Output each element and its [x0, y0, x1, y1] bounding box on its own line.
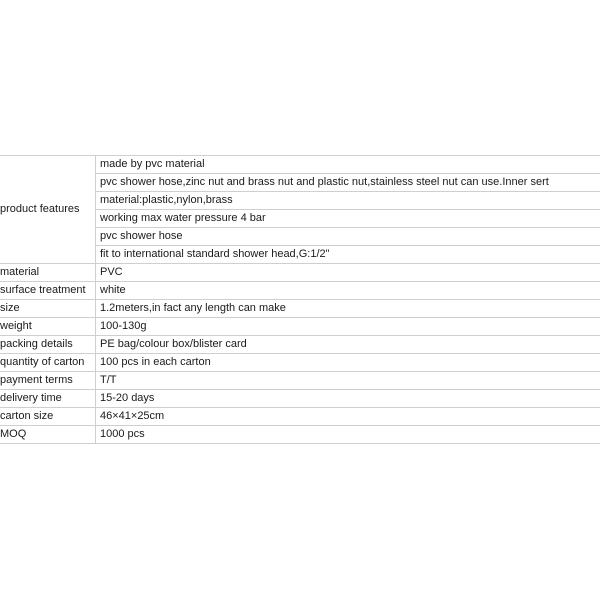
table-row [0, 408, 600, 426]
spec-value-feature: fit to international standard shower head,G:1/2" [96, 246, 600, 264]
table-row [0, 300, 600, 318]
spec-value-feature: material:plastic,nylon,brass [96, 192, 600, 210]
spec-label-size: size [0, 300, 96, 318]
spec-label-quantity-of-carton: quantity of carton [0, 354, 96, 372]
spec-value-feature: made by pvc material [96, 156, 600, 174]
table-row [0, 336, 600, 354]
spec-value-packing-details: PE bag/colour box/blister card [96, 336, 600, 354]
spec-value-feature: pvc shower hose [96, 228, 600, 246]
spec-label-delivery-time: delivery time [0, 390, 96, 408]
table-row [0, 354, 600, 372]
spec-value-feature: working max water pressure 4 bar [96, 210, 600, 228]
spec-value-carton-size: 46×41×25cm [96, 408, 600, 426]
spec-value-quantity-of-carton: 100 pcs in each carton [96, 354, 600, 372]
spec-label-payment-terms: payment terms [0, 372, 96, 390]
table-row [0, 372, 600, 390]
spec-label-moq: MOQ [0, 426, 96, 444]
spec-label-weight: weight [0, 318, 96, 336]
spec-label-surface-treatment: surface treatment [0, 282, 96, 300]
spec-value-payment-terms: T/T [96, 372, 600, 390]
spec-label-material: material [0, 264, 96, 282]
spec-value-delivery-time: 15-20 days [96, 390, 600, 408]
table-row [0, 156, 600, 174]
table-row [0, 264, 600, 282]
table-row [0, 318, 600, 336]
product-spec-table [0, 155, 600, 444]
spec-value-material: PVC [96, 264, 600, 282]
table-row [0, 390, 600, 408]
table-row [0, 426, 600, 444]
spec-label-packing-details: packing details [0, 336, 96, 354]
spec-label-product-features: product features [0, 156, 96, 264]
spec-value-feature: pvc shower hose,zinc nut and brass nut and plastic nut,stainless steel nut can use.Inner sert [96, 174, 600, 192]
spec-value-weight: 100-130g [96, 318, 600, 336]
spec-value-surface-treatment: white [96, 282, 600, 300]
table-row [0, 282, 600, 300]
spec-value-moq: 1000 pcs [96, 426, 600, 444]
spec-label-carton-size: carton size [0, 408, 96, 426]
spec-value-size: 1.2meters,in fact any length can make [96, 300, 600, 318]
